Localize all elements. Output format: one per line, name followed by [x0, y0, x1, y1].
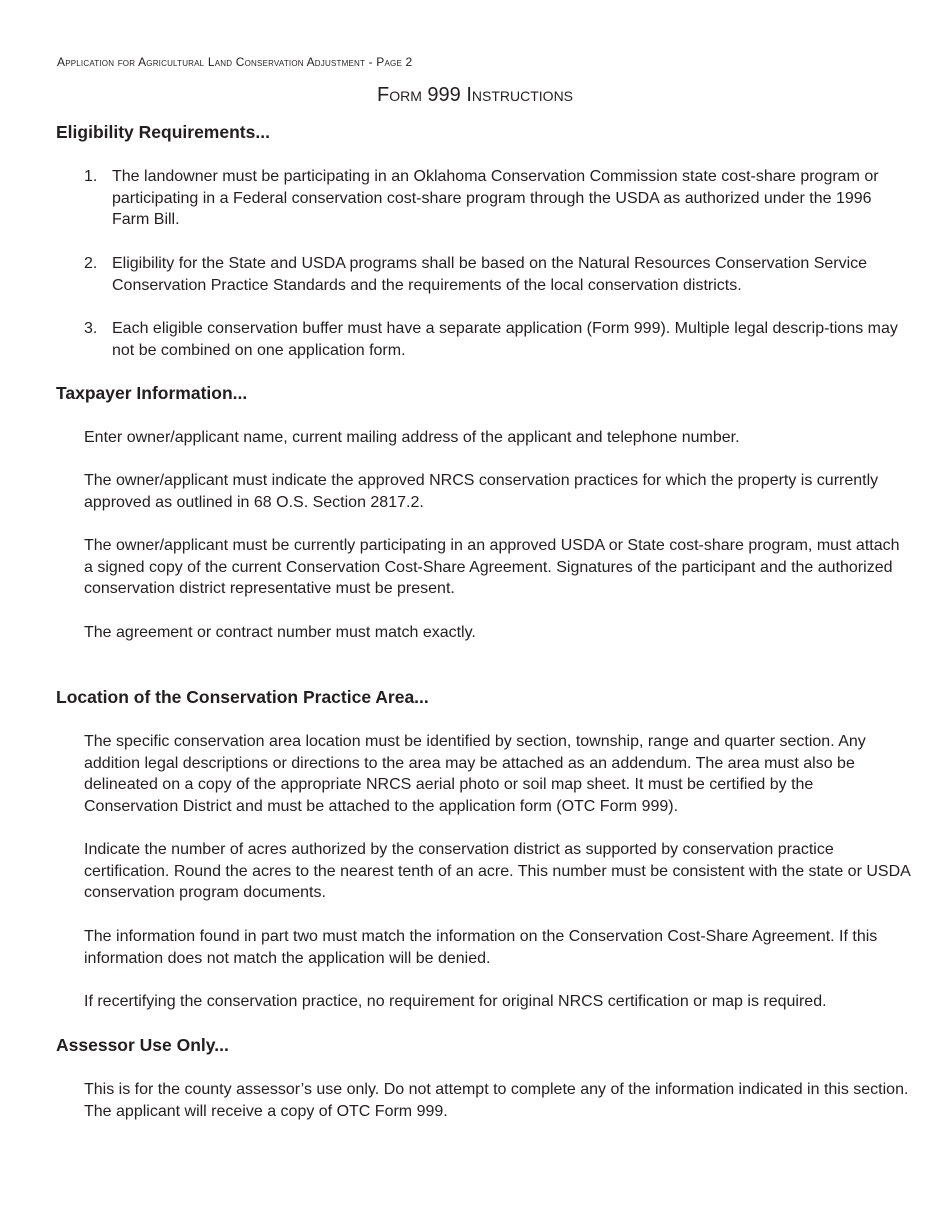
item-number: 1.: [84, 168, 98, 185]
taxpayer-paragraph-3: The owner/applicant must be currently participating in an approved USDA or State cost-share program, must attach a signed copy of the current Conservation Cost-Share Agreement. Signatures of the participant and the authorized conservation district representative must be present.: [84, 537, 900, 598]
eligibility-item-3: [84, 318, 910, 361]
location-paragraph-2: Indicate the number of acres authorized by the conservation district as supported by conservation practice certification. Round the acres to the nearest tenth of an acre. This number must be consistent with the state or USDA conservation program documents.: [84, 841, 910, 902]
item-text: Each eligible conservation buffer must have a separate application (Form 999). Multiple legal descrip-tions may not be combined on one application form.: [112, 320, 898, 359]
assessor-paragraph-1: This is for the county assessor’s use only. Do not attempt to complete any of the information indicated in this section. The applicant will receive a copy of OTC Form 999.: [84, 1081, 909, 1120]
form-title: Form 999 Instructions: [376, 84, 574, 106]
heading-eligibility: Eligibility Requirements...: [56, 122, 270, 142]
location-paragraph-4: If recertifying the conservation practice, no requirement for original NRCS certification or map is required.: [84, 993, 827, 1010]
location-paragraph-3: The information found in part two must match the information on the Conservation Cost-Share Agreement. If this information does not match the application will be denied.: [84, 928, 878, 967]
taxpayer-paragraph-4: The agreement or contract number must match exactly.: [84, 624, 476, 641]
heading-assessor: Assessor Use Only...: [56, 1035, 229, 1055]
eligibility-item-2: [84, 253, 910, 296]
taxpayer-paragraph-2: The owner/applicant must indicate the approved NRCS conservation practices for which the property is currently approved as outlined in 68 O.S. Section 2817.2.: [84, 472, 879, 511]
heading-location: Location of the Conservation Practice Area...: [56, 687, 429, 707]
item-number: 2.: [84, 255, 98, 272]
eligibility-item-1: [84, 166, 910, 231]
taxpayer-paragraph-1: Enter owner/applicant name, current mailing address of the applicant and telephone number.: [84, 429, 740, 446]
location-paragraph-1: The specific conservation area location must be identified by section, township, range and quarter section. Any addition legal descriptions or directions to the area may be attached as an addendum. The area must also be delineated on a copy of the appropriate NRCS aerial photo or soil map sheet. It must be certified by the Conservation District and must be attached to the application form (OTC Form 999).: [84, 733, 866, 816]
heading-taxpayer: Taxpayer Information...: [56, 383, 248, 403]
item-text: Eligibility for the State and USDA programs shall be based on the Natural Resources Conservation Service Conservation Practice Standards and the requirements of the local conservation districts.: [112, 255, 868, 294]
item-text: The landowner must be participating in an Oklahoma Conservation Commission state cost-share program or participating in a Federal conservation cost-share program through the USDA as authorized under the 1996 Farm Bill.: [112, 168, 879, 229]
running-head: Application for Agricultural Land Conservation Adjustment - Page 2: [57, 55, 413, 69]
item-number: 3.: [84, 320, 98, 337]
